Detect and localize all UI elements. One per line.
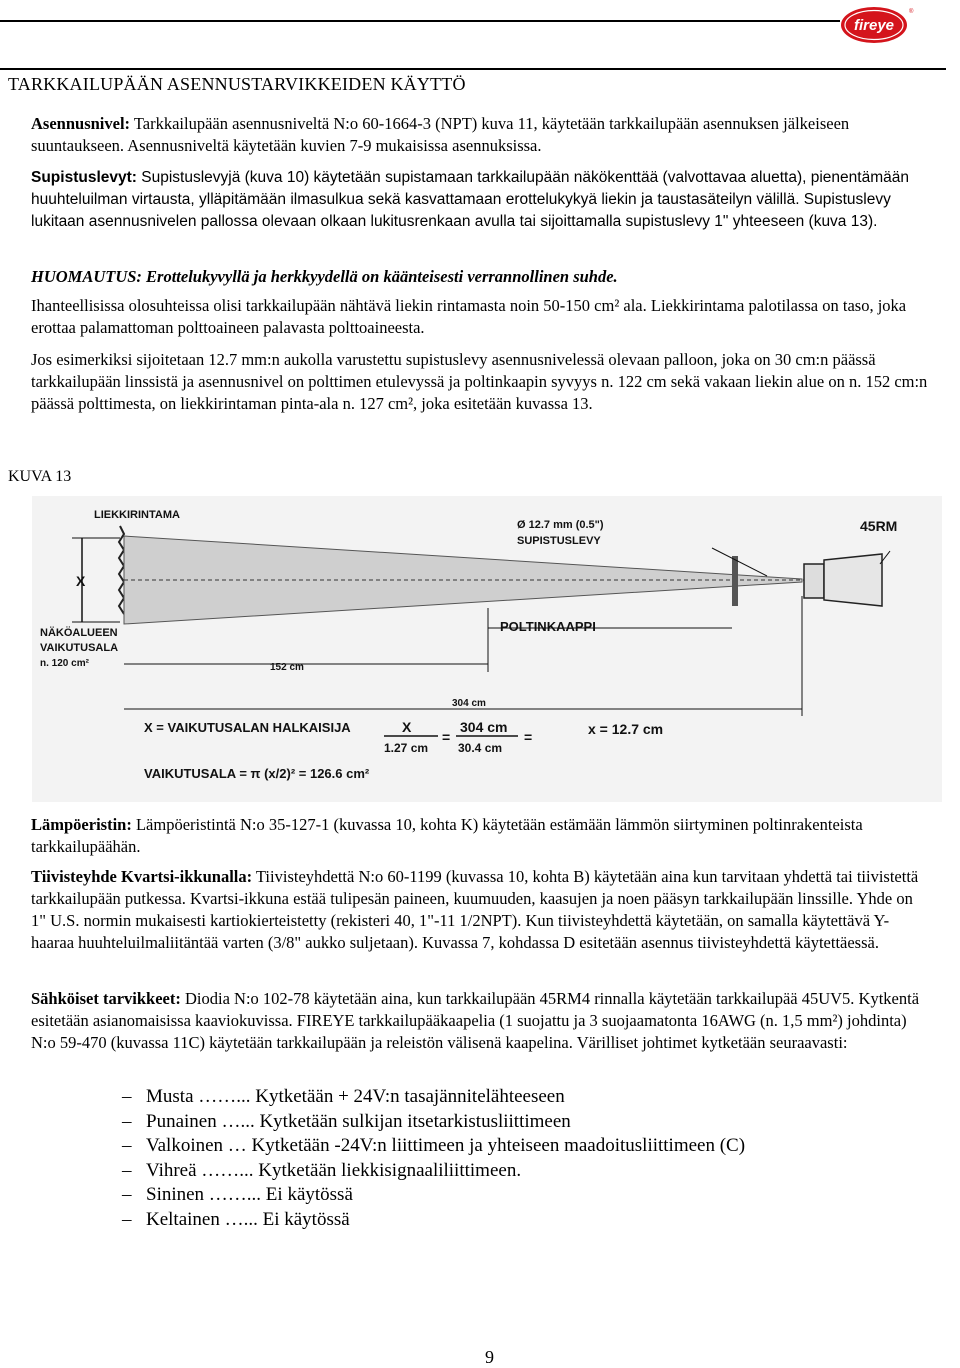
supistuslevyt-label: Supistuslevyt: (31, 169, 137, 186)
supistuslevyt-text: Supistuslevyjä (kuva 10) käytetään supistamaan tarkkailupään näkökenttää (valvottavaa aluetta), pienentämään huuhteluilman virtausta, ylläpitämään ilmasulkua sekä kasvattamaan erottelukykyä liekin ja taustasäteilyn välillä. Supistuslevy lukitaan asennusnivelen pallossa olevaan olkaan lukitusrenkaan avulla tai sijoittamalla supistuslevy 1" yhteeseen (kuva 13). (31, 169, 909, 230)
sahkoiset-text: Diodia N:o 102-78 käytetään aina, kun tarkkailupään 45RM4 rinnalla käytetään tarkkailupää 45UV5. Kytkentä esitetään asianomaisissa kaaviokuvissa. FIREYE tarkkailupääkaapelia (1 suojattu ja 3 suojaamatonta 16AWG (n. 1,5 mm²) johdinta) N:o 59-470 (kuvassa 11C) käytetään tarkkailupään ja releistön välisenä kaapelina. Värilliset johtimet kytketään seuraavasti: (31, 989, 920, 1052)
lampoeristin-text: Lämpöeristintä N:o 35-127-1 (kuvassa 10, kohta K) käytetään estämään lämmön siirtyminen poltinrakenteista tarkkailupäähän. (31, 815, 863, 856)
tiivisteyhde-text: Tiivisteyhdettä N:o 60-1199 (kuvassa 10, kohta B) käytetään aina kun tarvitaan yhdettä tai tiivistettä tarkkailupään putkessa. Kvartsi-ikkuna estää tulipesän paineen, kuumuuden, kaasujen ja noen pääsyn tarkkailupään linssille. Yhde on 1" U.S. normin mukaisesti kartiokierteistetty (rekisteri 40, 1"-11 1/2NPT). Kun tiivisteyhdettä käytetään, on samalla käytettävä Y-haaraa huuhteluilmaliitäntää varten (3/8" aukko suljetaan). Kuvassa 7, kohdassa D esitetään asennus tiivisteyhdettä käytettäessä. (31, 867, 919, 952)
label-burner-box: POLTINKAAPPI (500, 619, 596, 634)
svg-text:®: ® (909, 9, 914, 15)
formula-diameter: X = VAIKUTUSALAN HALKAISIJA (144, 720, 351, 735)
label-area-1: NÄKÖALUEEN (40, 627, 118, 639)
title-rule (0, 68, 946, 70)
ratio-304b: 30.4 cm (458, 741, 503, 755)
scanner-mount (804, 564, 824, 598)
paragraph-ihanteellisissa: Ihanteellisissa olosuhteissa olisi tarkkailupään nähtävä liekin rintamasta noin 50-150 cm² ala. Liekkirintama palotilassa on taso, joka erottaa palamattoman polttoaineen palavasta polttoaineesta. (31, 296, 907, 337)
page-number: 9 (485, 1347, 494, 1367)
ratio-127: 1.27 cm (384, 741, 429, 755)
label-152: 152 cm (270, 662, 304, 673)
header-rule (0, 20, 840, 22)
wire-item: – Punainen …... Kytketään sulkijan itsetarkistusliittimeen (122, 1110, 745, 1135)
wire-item: – Musta ……... Kytketään + 24V:n tasajännitelähteeseen (122, 1085, 745, 1110)
wire-item: – Keltainen …... Ei käytössä (122, 1208, 745, 1233)
scanner-head (824, 554, 882, 606)
ratio-eq-1: = (442, 729, 451, 745)
ratio-eq-2: = (524, 729, 533, 745)
sahkoiset-label: Sähköiset tarvikkeet: (31, 989, 181, 1008)
label-model: 45RM (860, 518, 898, 534)
fireye-logo (838, 4, 914, 46)
formula-area: VAIKUTUSALA = π (x/2)² = 126.6 cm² (144, 766, 370, 781)
paragraph-esimerkki: Jos esimerkiksi sijoitetaan 12.7 mm:n aukolla varustettu supistuslevy asennusnivelessä olevaan palloon, joka on 30 cm:n päässä tarkkailupään linssistä ja asennusnivel on polttimen etulevyssä ja poltinkaapin syvyys n. 122 cm sekä vakaan liekin alue on n. 152 cm:n päässä polttimesta, on liekkirintaman pinta-ala n. 127 cm², joka esitetään kuvassa 13. (31, 350, 928, 413)
wire-item: – Vihreä ……... Kytketään liekkisignaaliliittimeen. (122, 1159, 745, 1184)
paragraph-supistuslevyt (31, 167, 931, 233)
tiivisteyhde-label: Tiivisteyhde Kvartsi-ikkunalla: (31, 867, 253, 886)
x-value: x = 12.7 cm (588, 721, 664, 737)
lampoeristin-label: Lämpöeristin: (31, 815, 132, 834)
paragraph-tiivisteyhde (31, 866, 931, 954)
wire-item: – Sininen ……... Ei käytössä (122, 1183, 745, 1208)
figure-13 (32, 496, 942, 802)
label-orifice: SUPISTUSLEVY (517, 535, 601, 547)
note-text: HUOMAUTUS: Erottelukyvyllä ja herkkyydellä on käänteisesti verrannollinen suhde. (31, 267, 618, 286)
ratio-304: 304 cm (460, 719, 508, 735)
asennusnivel-label: Asennusnivel: (31, 114, 131, 133)
ratio-x: X (402, 719, 412, 735)
label-orifice-size: Ø 12.7 mm (0.5") (517, 519, 604, 531)
paragraph-asennusnivel (31, 113, 931, 157)
label-area-value: n. 120 cm² (40, 658, 89, 669)
figure-caption: KUVA 13 (8, 468, 72, 485)
logo-text: fireye (853, 17, 895, 34)
page-title: TARKKAILUPÄÄN ASENNUSTARVIKKEIDEN KÄYTTÖ (8, 74, 466, 94)
asennusnivel-text: Tarkkailupään asennusniveltä N:o 60-1664-3 (NPT) kuva 11, käytetään tarkkailupään asennuksen jälkeiseen suuntaukseen. Asennusniveltä käytetään kuvien 7-9 mukaisissa asennuksissa. (31, 114, 850, 155)
paragraph-sahkoiset (31, 988, 931, 1054)
wire-item: – Valkoinen … Kytketään -24V:n liittimeen ja yhteiseen maadoitusliittimeen (C) (122, 1134, 745, 1159)
burner-front-plate (732, 556, 738, 606)
wire-list (122, 1085, 745, 1232)
label-304: 304 cm (452, 698, 486, 709)
label-x-marker: X (76, 573, 86, 589)
label-flame-front: LIEKKIRINTAMA (94, 509, 180, 521)
figure-13-drawing (32, 496, 942, 802)
label-area-2: VAIKUTUSALA (40, 642, 119, 654)
paragraph-lampoeristin (31, 814, 931, 858)
